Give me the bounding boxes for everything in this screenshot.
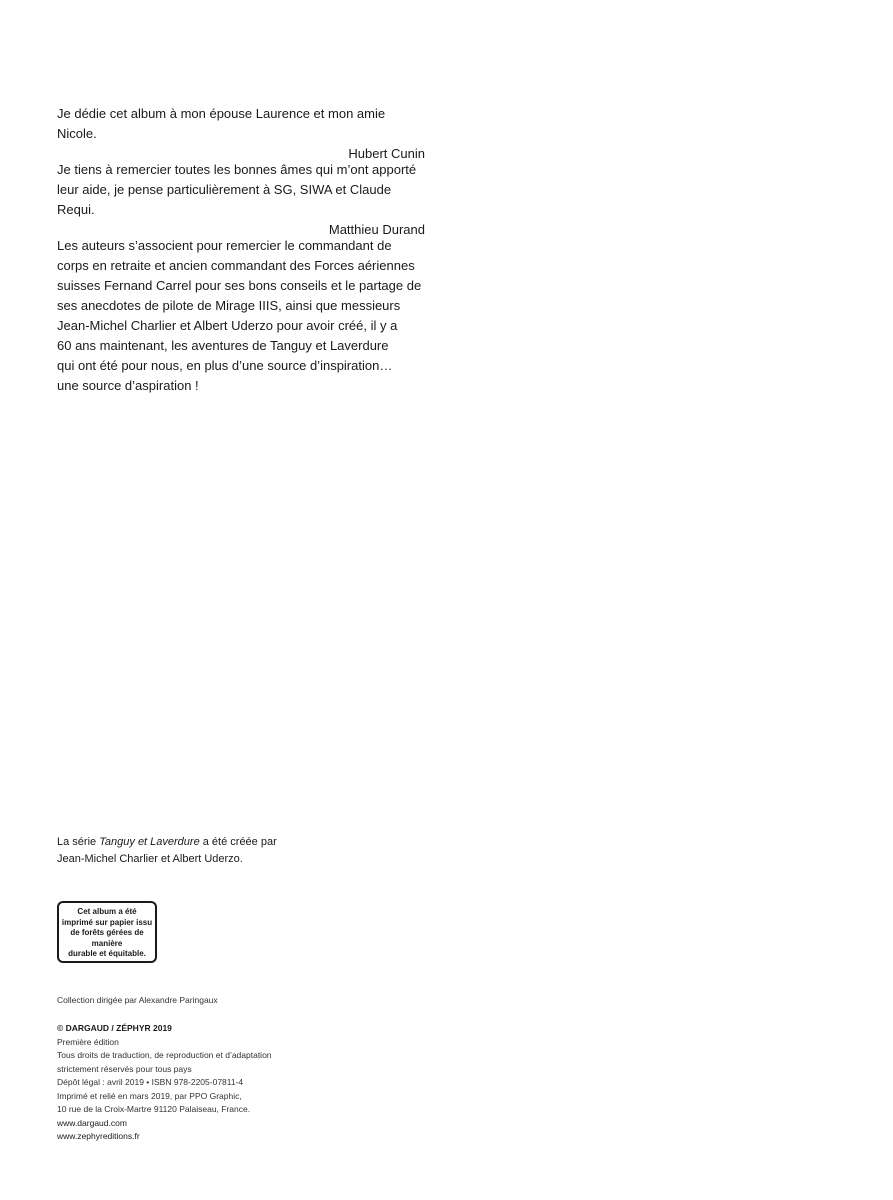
eco-paper-notice xyxy=(57,901,157,963)
acknowledgement-line: une source d’aspiration ! xyxy=(57,378,199,393)
paper-notice-line: imprimé sur papier issu xyxy=(61,917,153,927)
publisher-url: www.zephyreditions.fr xyxy=(57,1131,140,1141)
legal-line: strictement réservés pour tous pays xyxy=(57,1063,192,1074)
legal-line: Tous droits de traduction, de reproduction et d’adaptation xyxy=(57,1050,272,1060)
legal-line: 10 rue de la Croix-Martre 91120 Palaiseau, France. xyxy=(57,1104,251,1114)
acknowledgement-line: suisses Fernand Carrel pour ses bons conseils et le partage de xyxy=(57,278,422,293)
acknowledgements-paragraph xyxy=(57,236,425,396)
series-creators: Jean-Michel Charlier et Albert Uderzo. xyxy=(57,853,243,865)
series-credit-line: La série Tanguy et Laverdure a été créée par xyxy=(57,836,277,848)
legal-line: Dépôt légal : avril 2019 • ISBN 978-2205-07811-4 xyxy=(57,1077,244,1087)
publisher-url: www.dargaud.com xyxy=(57,1117,127,1128)
dedication-signature: Hubert Cunin xyxy=(348,146,425,161)
dedication-signature: Matthieu Durand xyxy=(328,222,425,237)
copyright: © DARGAUD / ZÉPHYR 2019 xyxy=(57,1023,172,1033)
series-credit xyxy=(57,834,357,868)
paper-notice-line: manière xyxy=(91,938,123,948)
acknowledgement-line: Jean-Michel Charlier et Albert Uderzo pour avoir créé, il y a xyxy=(57,318,398,333)
legal-notice xyxy=(57,1022,377,1144)
legal-line: Imprimé et relié en mars 2019, par PPO Graphic, xyxy=(57,1090,242,1101)
acknowledgement-line: 60 ans maintenant, les aventures de Tanguy et Laverdure xyxy=(57,338,389,353)
collection-editor: Collection dirigée par Alexandre Paringaux xyxy=(57,995,218,1005)
acknowledgement-line: corps en retraite et ancien commandant des Forces aériennes xyxy=(57,258,415,273)
acknowledgement-line: ses anecdotes de pilote de Mirage IIIS, ainsi que messieurs xyxy=(57,298,401,313)
paper-notice-line: durable et équitable. xyxy=(68,949,146,958)
paper-notice-line: de forêts gérées de xyxy=(70,928,144,937)
acknowledgement-line: Les auteurs s’associent pour remercier le commandant de xyxy=(57,238,392,253)
legal-line: Première édition xyxy=(57,1036,119,1047)
dedication-line: leur aide, je pense particulièrement à SG, SIWA et Claude Requi. xyxy=(57,182,392,217)
dedication-matthieu-durand xyxy=(57,160,425,240)
paper-notice-line: Cet album a été xyxy=(77,907,137,916)
series-title: Tanguy et Laverdure xyxy=(99,836,200,848)
dedication-text: Je dédie cet album à mon épouse Laurence et mon amie Nicole. xyxy=(57,106,386,141)
dedication-hubert-cunin xyxy=(57,104,425,164)
acknowledgement-line: qui ont été pour nous, en plus d’une source d’inspiration… xyxy=(57,358,393,373)
dedication-line: Je tiens à remercier toutes les bonnes âmes qui m’ont apporté xyxy=(57,162,417,177)
